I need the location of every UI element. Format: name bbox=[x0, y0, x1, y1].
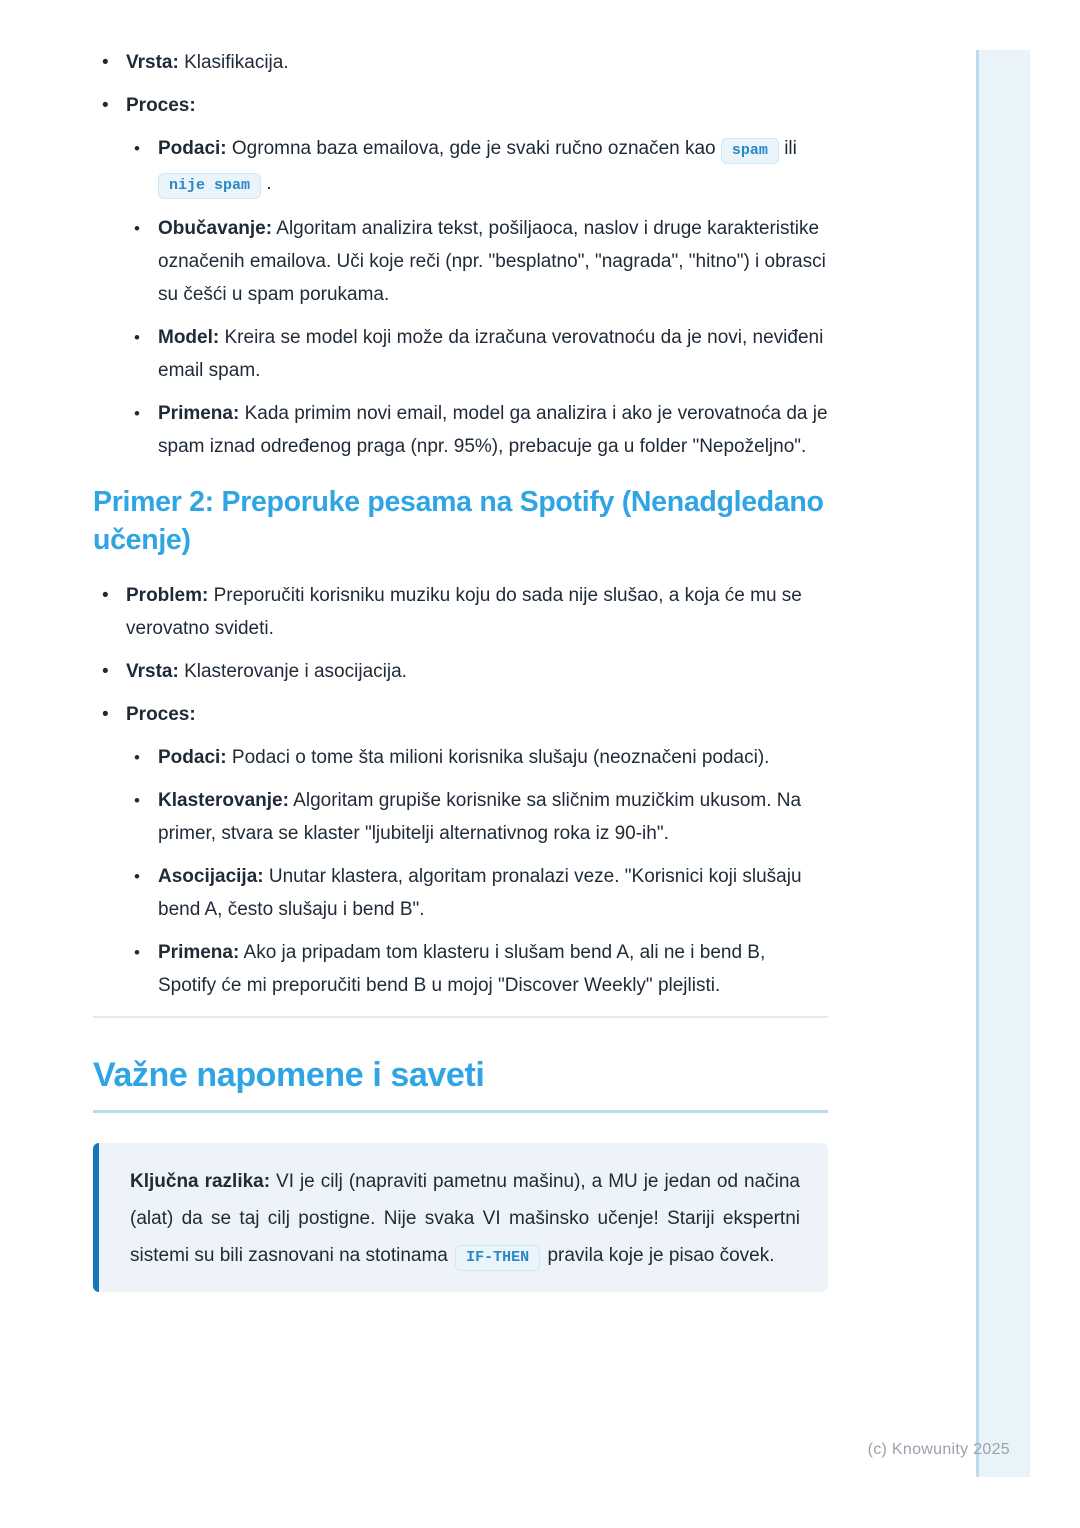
list-item bbox=[93, 655, 828, 688]
term-text: Algoritam analizira tekst, pošiljaoca, naslov i druge karakteristike označenih emailova. Uči koje reči (npr. "besplatno", "nagrada", "hitno") i obrasci su češći u spam porukama. bbox=[158, 218, 826, 305]
list-item bbox=[93, 698, 828, 1002]
callout-text: VI je cilj (napraviti pametnu mašinu), a MU je jedan od načina (alat) da se taj cilj postigne. Nije svaka VI mašinsko učenje! Stariji ekspertni sistemi su bili zasnovani na stotinama bbox=[130, 1171, 801, 1266]
term-text: Kreira se model koji može da izračuna verovatnoću da je novi, neviđeni email spam. bbox=[158, 327, 824, 381]
document-content bbox=[93, 46, 828, 1292]
term-label: Primena: bbox=[158, 942, 240, 963]
term-label: Primena: bbox=[158, 403, 240, 424]
term-label: Proces: bbox=[126, 95, 196, 116]
list-item bbox=[126, 397, 828, 463]
term-label: Vrsta: bbox=[126, 661, 179, 682]
callout-text: pravila koje je pisao čovek. bbox=[542, 1245, 775, 1266]
term-text: Algoritam grupiše korisnike sa sličnim muzičkim ukusom. Na primer, stvara se klaster "ljubitelji alternativnog roka iz 90-ih". bbox=[158, 790, 802, 844]
process-sublist bbox=[126, 741, 828, 1002]
term-text: Ogromna baza emailova, gde je svaki ručno označen kao bbox=[226, 138, 721, 159]
list-item bbox=[93, 579, 828, 645]
section-divider bbox=[93, 1016, 828, 1018]
list-item bbox=[126, 784, 828, 850]
callout-box bbox=[93, 1143, 828, 1292]
term-text: Kada primim novi email, model ga analizira i ako je verovatnoća da je spam iznad određenog praga (npr. 95%), prebacuje ga u folder "Nepoželjno". bbox=[158, 403, 828, 457]
list-item bbox=[126, 132, 828, 202]
term-label: Problem: bbox=[126, 585, 209, 606]
copyright-text: (c) Knowunity 2025 bbox=[867, 1441, 1010, 1458]
term-text: Unutar klastera, algoritam pronalazi veze. "Korisnici koji slušaju bend A, često slušaju i bend B". bbox=[158, 866, 802, 920]
process-sublist bbox=[126, 132, 828, 463]
callout-lead: Ključna razlika: bbox=[130, 1171, 271, 1192]
list-item bbox=[126, 860, 828, 926]
term-label: Vrsta: bbox=[126, 52, 179, 73]
term-label: Podaci: bbox=[158, 747, 227, 768]
term-label: Klasterovanje: bbox=[158, 790, 289, 811]
code-badge-if-then: IF-THEN bbox=[455, 1245, 540, 1271]
ml-example2-list bbox=[93, 579, 828, 1002]
list-item bbox=[126, 741, 828, 774]
list-item bbox=[126, 321, 828, 387]
section-title-primer2: Primer 2: Preporuke pesama na Spotify (Nenadgledano učenje) bbox=[93, 486, 824, 556]
term-text: ili bbox=[784, 138, 797, 159]
term-label: Proces: bbox=[126, 704, 196, 725]
code-badge-nije-spam: nije spam bbox=[158, 173, 261, 199]
term-text: Klasifikacija. bbox=[178, 52, 289, 73]
code-badge-spam: spam bbox=[721, 138, 779, 164]
list-item bbox=[93, 46, 828, 79]
term-text: Klasterovanje i asocijacija. bbox=[178, 661, 407, 682]
term-label: Podaci: bbox=[158, 138, 227, 159]
term-text: Preporučiti korisniku muziku koju do sada nije slušao, a koja će mu se verovatno svideti. bbox=[126, 585, 802, 639]
term-text: Ako ja pripadam tom klasteru i slušam bend A, ali ne i bend B, Spotify će mi preporučiti bend B u mojoj "Discover Weekly" plejlisti. bbox=[158, 942, 766, 996]
page-edge-strip bbox=[976, 50, 1030, 1477]
page-title-vazne-napomene: Važne napomene i saveti bbox=[93, 1054, 828, 1113]
term-label: Obučavanje: bbox=[158, 218, 273, 239]
list-item bbox=[126, 936, 828, 1002]
term-label: Model: bbox=[158, 327, 220, 348]
ml-example1-list bbox=[93, 46, 828, 463]
term-text: . bbox=[266, 173, 272, 194]
list-item bbox=[93, 89, 828, 463]
list-item bbox=[126, 212, 828, 311]
term-text: Podaci o tome šta milioni korisnika slušaju (neoznačeni podaci). bbox=[226, 747, 770, 768]
term-label: Asocijacija: bbox=[158, 866, 264, 887]
